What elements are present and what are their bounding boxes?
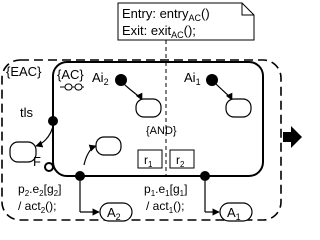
final-label: F [33,154,41,169]
transition-left-trigger: $p_2.e_2[g_2]$ [18,182,62,198]
note-entry: Entry: entry$_{AC}$() [122,6,210,23]
junction-left [75,171,85,181]
right-arrow-icon [283,126,302,148]
transition-left-action: / act$_2$(); [18,199,57,215]
region-r1-label: $r_1$ [144,153,153,169]
outer-state-eac [2,60,281,220]
state-ai1 [226,99,251,117]
transition-to-inner-substate [84,146,96,165]
state-ai2 [136,99,161,117]
state-a2-label: $A_2$ [107,205,121,222]
state-a1-label: $A_1$ [227,205,241,222]
region-r2-label: $r_2$ [176,153,185,169]
transition-right-action: / act$_1$(); [146,199,185,215]
and-label: {AND} [146,125,177,137]
composite-icon [60,84,84,90]
initial-state-ai2 [115,74,127,86]
inner-substate [96,137,121,155]
inner-state-label: {AC} [57,67,84,82]
transition-ai2-init [124,84,142,100]
tls-junction [48,116,58,126]
junction-right [200,171,210,181]
final-state [45,163,53,171]
note-exit: Exit: exit$_{AC}$(); [122,23,196,40]
transition-tls [36,126,53,146]
region-ai1-label: $Ai_1$ [184,70,201,87]
region-ai2-label: $Ai_2$ [92,70,109,87]
tls-label: tls [20,105,33,120]
transition-ai1-init [216,84,232,100]
transition-right-trigger: $p_1.e_1[g_1]$ [144,182,188,198]
outer-state-label: {EAC} [6,64,42,79]
